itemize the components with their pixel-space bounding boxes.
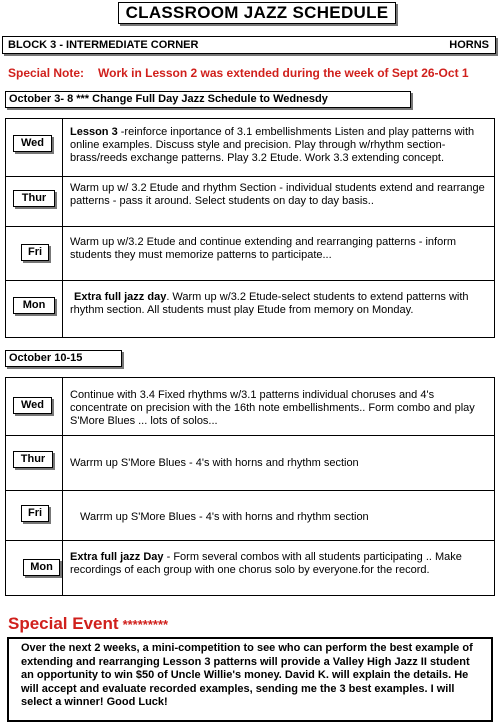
row-divider	[6, 226, 494, 227]
special-event-stars: *********	[122, 617, 169, 632]
entry-text: Warm up w/ 3.2 Etude and rhythm Section - individual students extend and rearrange patterns - pass it around. Select students on day to day basis..	[70, 182, 485, 207]
entry-text: Warrm up S'More Blues - 4's with horns and rhythm section	[70, 457, 359, 469]
day-label: Wed	[13, 135, 52, 152]
schedule-entry	[70, 182, 490, 208]
day-label: Thur	[13, 451, 53, 468]
entry-lead: Extra full jazz day	[74, 291, 167, 303]
schedule-entry	[70, 126, 492, 165]
day-label: Thur	[13, 190, 55, 207]
entry-text: . Warm up w/3.2 Etude-select students to extend patterns with rhythm section. All students must play Etude from memory on Monday.	[70, 291, 469, 316]
special-event-heading	[8, 614, 168, 634]
table-divider	[62, 378, 63, 595]
entry-text: Continue with 3.4 Fixed rhythms w/3.1 patterns individual choruses and 4's concentrate on precision with the 16th note embellishments.. Form combo and play S'More Blues ... lots of solos...	[70, 389, 475, 427]
section-label: HORNS	[449, 39, 489, 51]
schedule-entry	[70, 457, 490, 470]
entry-text: Warm up w/3.2 Etude and continue extending and rearranging patterns - inform students they must memorize patterns to participate...	[70, 236, 457, 261]
special-note-text: Work in Lesson 2 was extended during the week of Sept 26-Oct 1	[98, 66, 469, 80]
row-divider	[6, 176, 494, 177]
day-label: Mon	[23, 559, 60, 576]
entry-lead: Extra full jazz Day	[70, 551, 164, 563]
week1-table	[5, 118, 495, 338]
row-divider	[6, 490, 494, 491]
schedule-entry	[80, 511, 490, 524]
special-event-title: Special Event	[8, 614, 119, 633]
day-label: Fri	[21, 505, 49, 522]
special-note-label: Special Note:	[8, 66, 85, 80]
entry-text: Warrm up S'More Blues - 4's with horns and rhythm section	[80, 511, 369, 523]
special-note	[8, 66, 469, 80]
week-header: October 10-15	[5, 350, 122, 367]
block-header	[2, 36, 496, 54]
special-event-box	[7, 637, 493, 722]
schedule-entry	[70, 236, 490, 262]
schedule-entry	[70, 291, 490, 317]
block-label: BLOCK 3 - INTERMEDIATE CORNER	[8, 39, 199, 51]
week2-table	[5, 377, 495, 596]
row-divider	[6, 540, 494, 541]
table-divider	[62, 119, 63, 337]
page-title: CLASSROOM JAZZ SCHEDULE	[118, 2, 396, 24]
day-label: Wed	[13, 397, 52, 414]
day-label: Fri	[21, 244, 49, 261]
entry-lead: Lesson 3	[70, 126, 118, 138]
row-divider	[6, 435, 494, 436]
schedule-entry	[70, 389, 490, 428]
row-divider	[6, 280, 494, 281]
entry-text: - Form several combos with all students participating .. Make recordings of each group with one chorus solo by everyone.for the record.	[70, 551, 462, 576]
schedule-entry	[70, 551, 490, 577]
special-event-text: Over the next 2 weeks, a mini-competition to see who can perform the best example of extending and rearranging Lesson 3 patterns will provide a Valley High Jazz II student an opportunity to win $50 of Uncle Willie's money. David K. will explain the details. He will accept and evaluate recorded examples, sending me the 3 best examples. I will select a winner! Good Luck!	[21, 642, 473, 708]
entry-text: -reinforce inportance of 3.1 embellishments Listen and play patterns with online examples. Discuss style and precision. Play through w/rhythm section-brass/reeds exchange patterns. Play 3.2 Etude. Work 3.3 extending concept.	[70, 126, 475, 164]
day-label: Mon	[13, 297, 55, 314]
week-header: October 3- 8 *** Change Full Day Jazz Schedule to Wednesdy	[5, 91, 411, 108]
